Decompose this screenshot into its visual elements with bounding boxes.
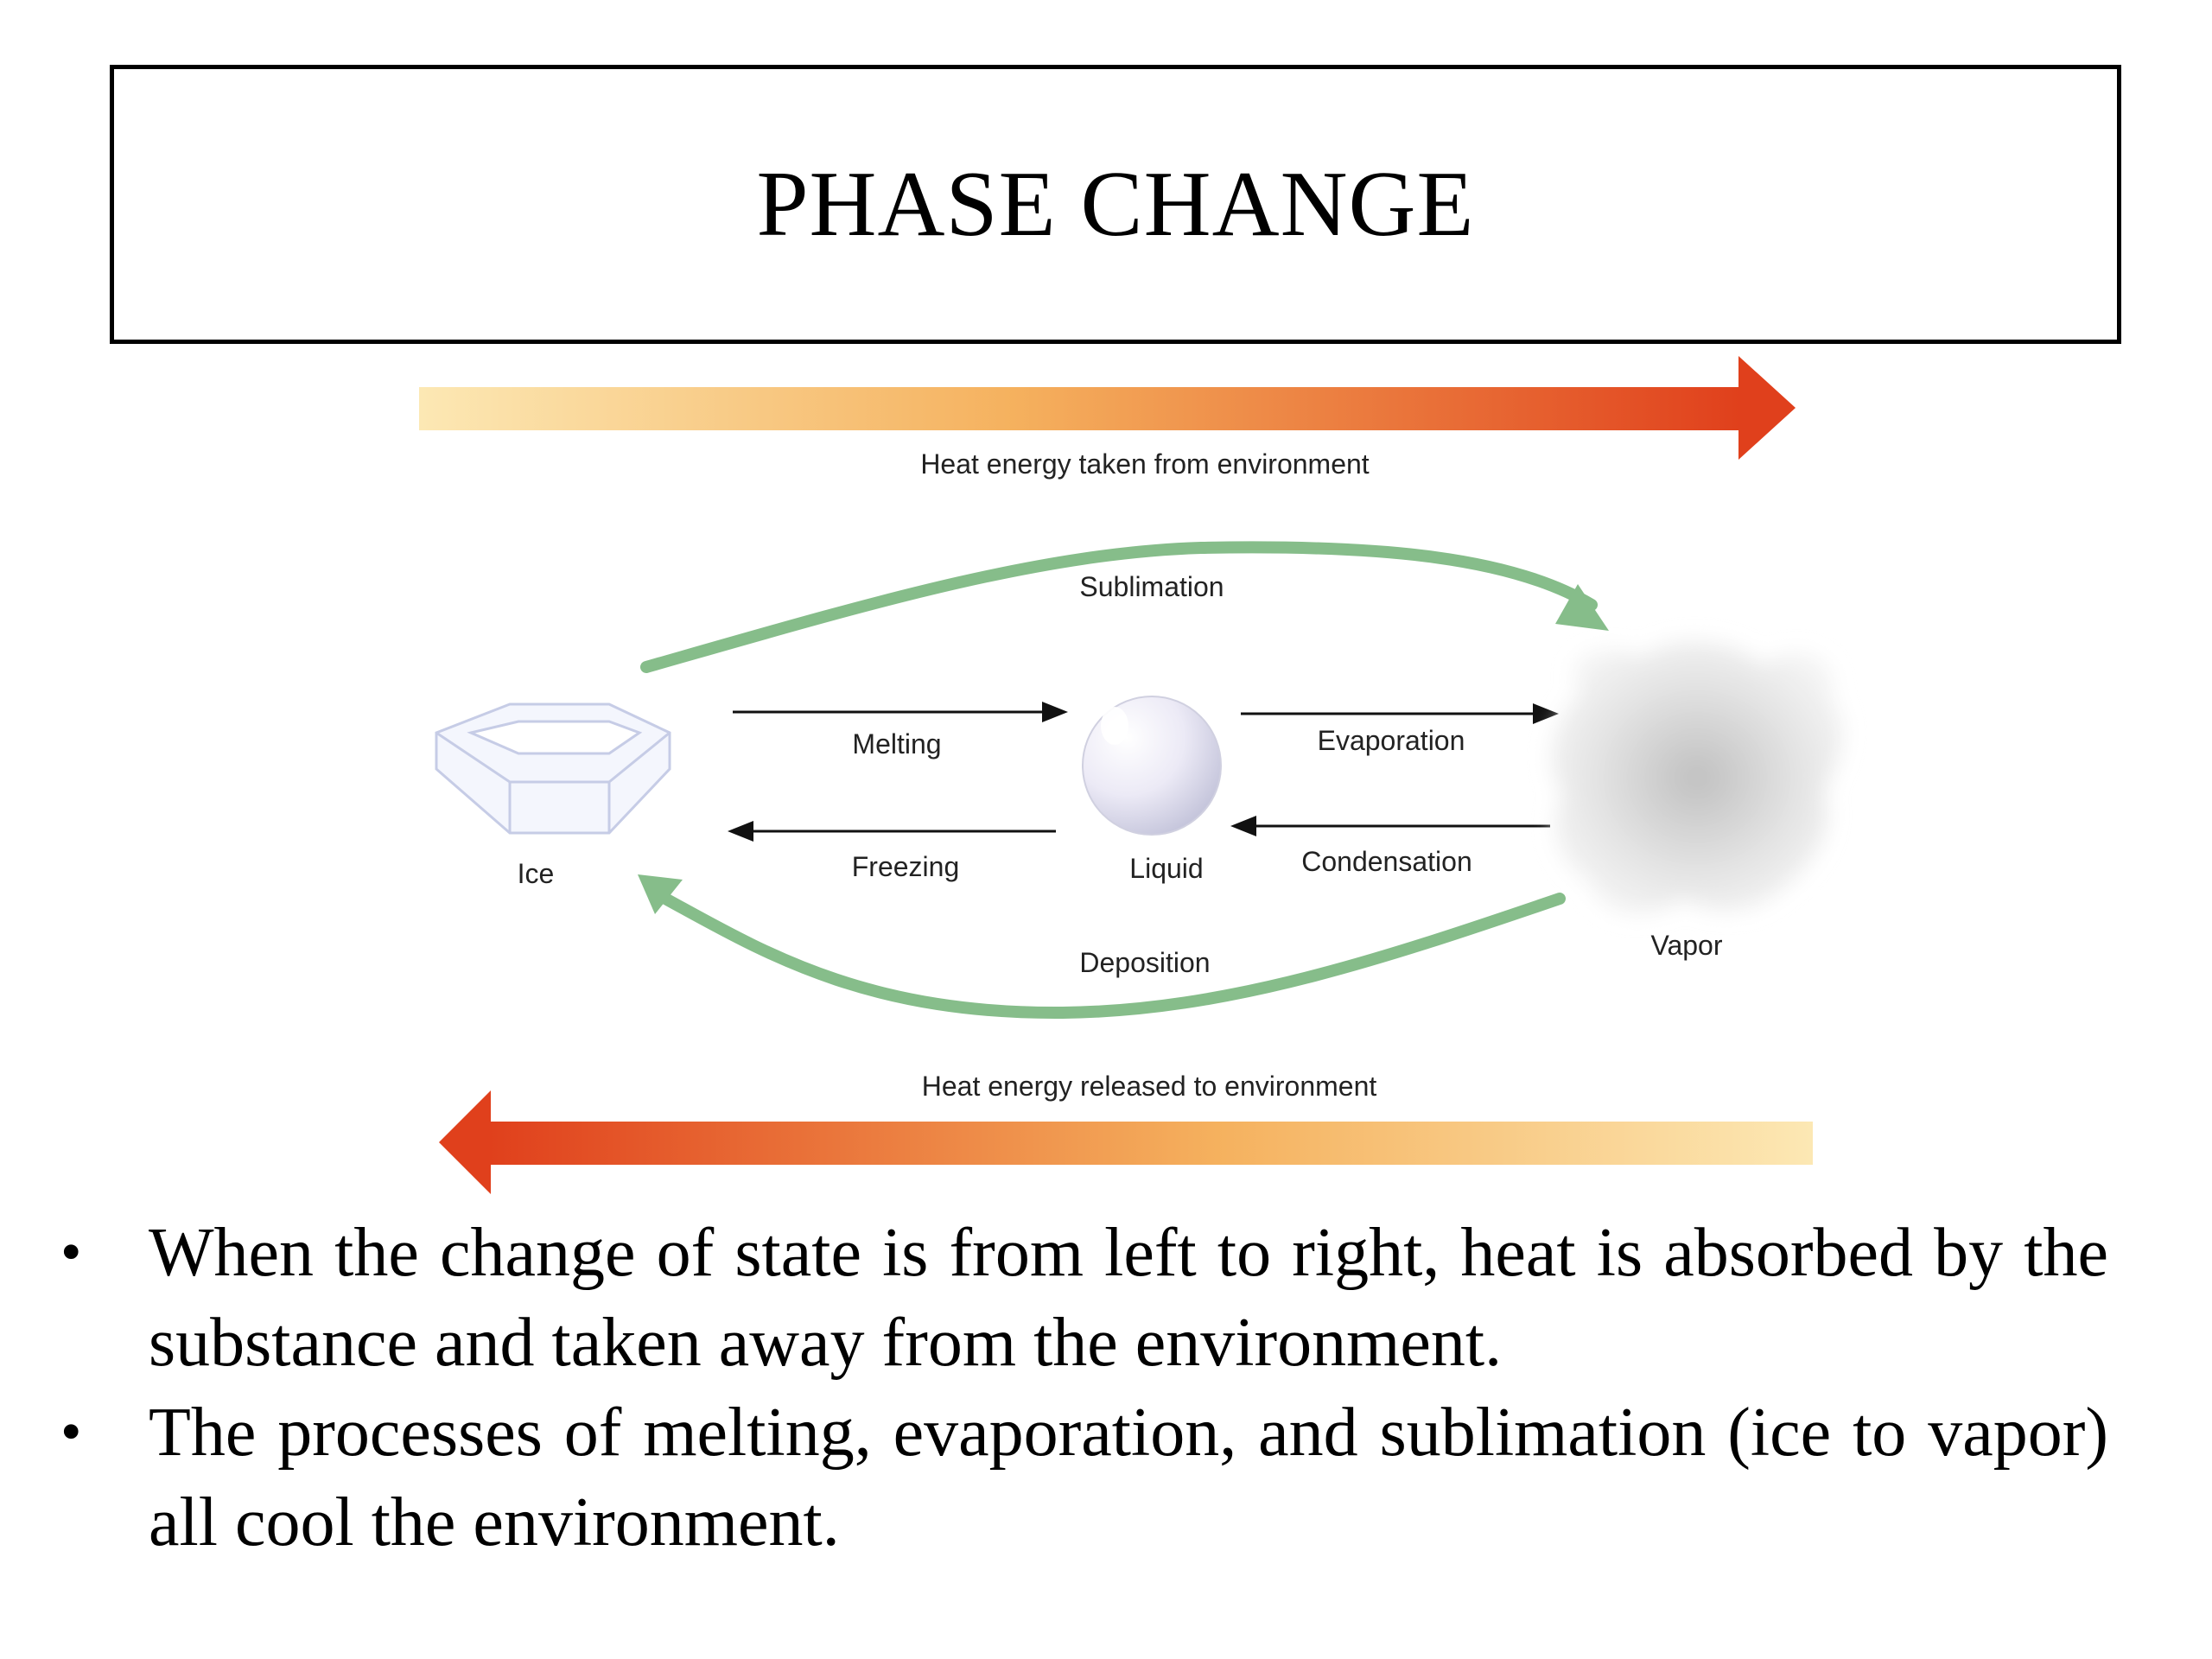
deposition-arrow	[638, 874, 1560, 1013]
bullet-text: When the change of state is from left to right, heat is absorbed by the substance and taken away from the environment.	[149, 1215, 2108, 1381]
ice-crystal-icon	[436, 704, 670, 833]
bullet-item	[0, 1208, 2108, 1388]
bullet-list	[0, 1208, 2212, 1567]
bullet-marker: •	[60, 1219, 82, 1286]
deposition-label: Deposition	[1079, 947, 1211, 978]
heat-released-label: Heat energy released to environment	[921, 1071, 1377, 1102]
evaporation-arrow	[1241, 703, 1559, 724]
heat-taken-label: Heat energy taken from environment	[920, 448, 1370, 480]
condensation-arrow	[1230, 816, 1550, 836]
melting-arrow	[733, 702, 1068, 722]
condensation-label: Condensation	[1301, 846, 1472, 877]
freezing-arrow	[728, 821, 1056, 842]
melting-label: Melting	[852, 728, 942, 760]
bullet-item	[0, 1388, 2108, 1567]
vapor-label: Vapor	[1650, 930, 1723, 961]
heat-taken-arrow	[419, 356, 1796, 460]
vapor-cloud-icon	[1551, 641, 1843, 914]
liquid-droplet-icon	[1083, 696, 1221, 835]
evaporation-label: Evaporation	[1317, 725, 1465, 756]
ice-label: Ice	[517, 858, 555, 889]
freezing-label: Freezing	[851, 851, 960, 882]
liquid-label: Liquid	[1129, 853, 1204, 884]
heat-released-arrow	[439, 1090, 1813, 1194]
bullet-text: The processes of melting, evaporation, and sublimation (ice to vapor) all cool the environment.	[149, 1395, 2108, 1560]
sublimation-label: Sublimation	[1079, 571, 1224, 602]
sublimation-arrow	[646, 547, 1609, 667]
bullet-marker: •	[60, 1399, 82, 1465]
slide-title: PHASE CHANGE	[756, 152, 1475, 256]
